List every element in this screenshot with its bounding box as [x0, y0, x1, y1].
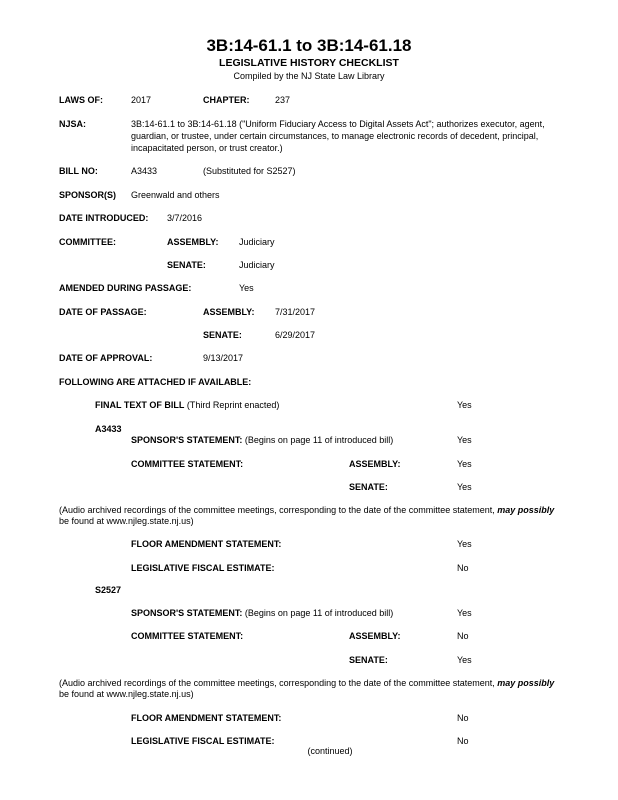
a3433-label: A3433 — [95, 424, 122, 434]
s2527-floor-label: FLOOR AMENDMENT STATEMENT: — [131, 713, 282, 723]
a3433-fiscal-label: LEGISLATIVE FISCAL ESTIMATE: — [131, 563, 275, 573]
date-of-approval-label: DATE OF APPROVAL: — [59, 353, 153, 363]
laws-of-value: 2017 — [131, 95, 152, 105]
date-introduced-value: 3/7/2016 — [167, 213, 203, 223]
document-subtitle: LEGISLATIVE HISTORY CHECKLIST — [219, 57, 399, 69]
a3433-committee-senate-value: Yes — [457, 482, 472, 492]
s2527-committee-senate-label: SENATE: — [349, 655, 388, 665]
chapter-value: 237 — [275, 95, 291, 105]
compiled-by: Compiled by the NJ State Law Library — [233, 71, 385, 81]
date-introduced-label: DATE INTRODUCED: — [59, 213, 149, 223]
document-title: 3B:14-61.1 to 3B:14-61.18 — [206, 36, 412, 55]
final-text-row — [95, 400, 279, 411]
laws-of-label: LAWS OF: — [59, 95, 103, 105]
a3433-committee-assembly-label: ASSEMBLY: — [349, 459, 401, 469]
final-text-note: (Third Reprint enacted) — [184, 400, 280, 410]
a3433-sponsor-note: (Begins on page 11 of introduced bill) — [242, 435, 394, 445]
passage-assembly-value: 7/31/2017 — [275, 307, 316, 317]
committee-assembly-label: ASSEMBLY: — [167, 237, 219, 247]
amended-label: AMENDED DURING PASSAGE: — [59, 283, 192, 293]
date-of-passage-label: DATE OF PASSAGE: — [59, 307, 147, 317]
a3433-sponsor-value: Yes — [457, 435, 472, 445]
date-of-approval-value: 9/13/2017 — [203, 353, 244, 363]
s2527-fiscal-value: No — [457, 736, 469, 746]
sponsors-value: Greenwald and others — [131, 190, 220, 200]
s2527-committee-assembly-value: No — [457, 631, 469, 641]
final-text-value: Yes — [457, 400, 472, 410]
chapter-label: CHAPTER: — [203, 95, 250, 105]
attachments-heading: FOLLOWING ARE ATTACHED IF AVAILABLE: — [59, 377, 252, 387]
final-text-label: FINAL TEXT OF BILL — [95, 400, 185, 410]
s2527-sponsor-value: Yes — [457, 608, 472, 618]
passage-senate-value: 6/29/2017 — [275, 330, 316, 340]
a3433-committee-senate-label: SENATE: — [349, 482, 388, 492]
sponsors-label: SPONSOR(S) — [59, 190, 117, 200]
committee-assembly-value: Judiciary — [239, 237, 275, 247]
continued-note: (continued) — [307, 746, 353, 756]
s2527-audio-emphasis: may possibly — [497, 678, 555, 688]
committee-senate-label: SENATE: — [167, 260, 206, 270]
njsa-line-2: guardian, or trustee, under certain circumstances, to manage electronic records of decedent, principal, — [131, 131, 539, 141]
a3433-audio-line-2: be found at www.njleg.state.nj.us) — [59, 516, 194, 526]
s2527-label: S2527 — [95, 585, 122, 595]
a3433-floor-value: Yes — [457, 539, 472, 549]
njsa-label: NJSA: — [59, 119, 87, 129]
a3433-floor-label: FLOOR AMENDMENT STATEMENT: — [131, 539, 282, 549]
bill-no-note: (Substituted for S2527) — [203, 166, 296, 176]
s2527-committee-label: COMMITTEE STATEMENT: — [131, 631, 244, 641]
amended-value: Yes — [239, 283, 254, 293]
s2527-audio-line-2: be found at www.njleg.state.nj.us) — [59, 689, 194, 699]
s2527-floor-value: No — [457, 713, 469, 723]
a3433-fiscal-value: No — [457, 563, 469, 573]
a3433-audio-emphasis: may possibly — [497, 505, 555, 515]
passage-senate-label: SENATE: — [203, 330, 242, 340]
s2527-sponsor-note: (Begins on page 11 of introduced bill) — [242, 608, 394, 618]
s2527-committee-assembly-label: ASSEMBLY: — [349, 631, 401, 641]
s2527-audio-text: (Audio archived recordings of the committee meetings, corresponding to the date of the committee statement, — [59, 678, 498, 688]
bill-no-label: BILL NO: — [59, 166, 98, 176]
a3433-sponsor-row — [131, 435, 393, 446]
committee-label: COMMITTEE: — [59, 237, 116, 247]
a3433-sponsor-label: SPONSOR'S STATEMENT: — [131, 435, 243, 445]
njsa-line-1: 3B:14-61.1 to 3B:14-61.18 ("Uniform Fiduciary Access to Digital Assets Act"; authorizes executor, agent, — [131, 119, 545, 129]
s2527-sponsor-row — [131, 608, 393, 619]
passage-assembly-label: ASSEMBLY: — [203, 307, 255, 317]
a3433-audio-text: (Audio archived recordings of the committee meetings, corresponding to the date of the committee statement, — [59, 505, 498, 515]
s2527-fiscal-label: LEGISLATIVE FISCAL ESTIMATE: — [131, 736, 275, 746]
s2527-sponsor-label: SPONSOR'S STATEMENT: — [131, 608, 243, 618]
bill-no-value: A3433 — [131, 166, 158, 176]
a3433-committee-label: COMMITTEE STATEMENT: — [131, 459, 244, 469]
njsa-line-3: incapacitated person, or trust creator.) — [131, 143, 283, 153]
a3433-committee-assembly-value: Yes — [457, 459, 472, 469]
a3433-audio-line-1 — [59, 505, 554, 516]
s2527-audio-line-1 — [59, 678, 554, 689]
committee-senate-value: Judiciary — [239, 260, 275, 270]
s2527-committee-senate-value: Yes — [457, 655, 472, 665]
